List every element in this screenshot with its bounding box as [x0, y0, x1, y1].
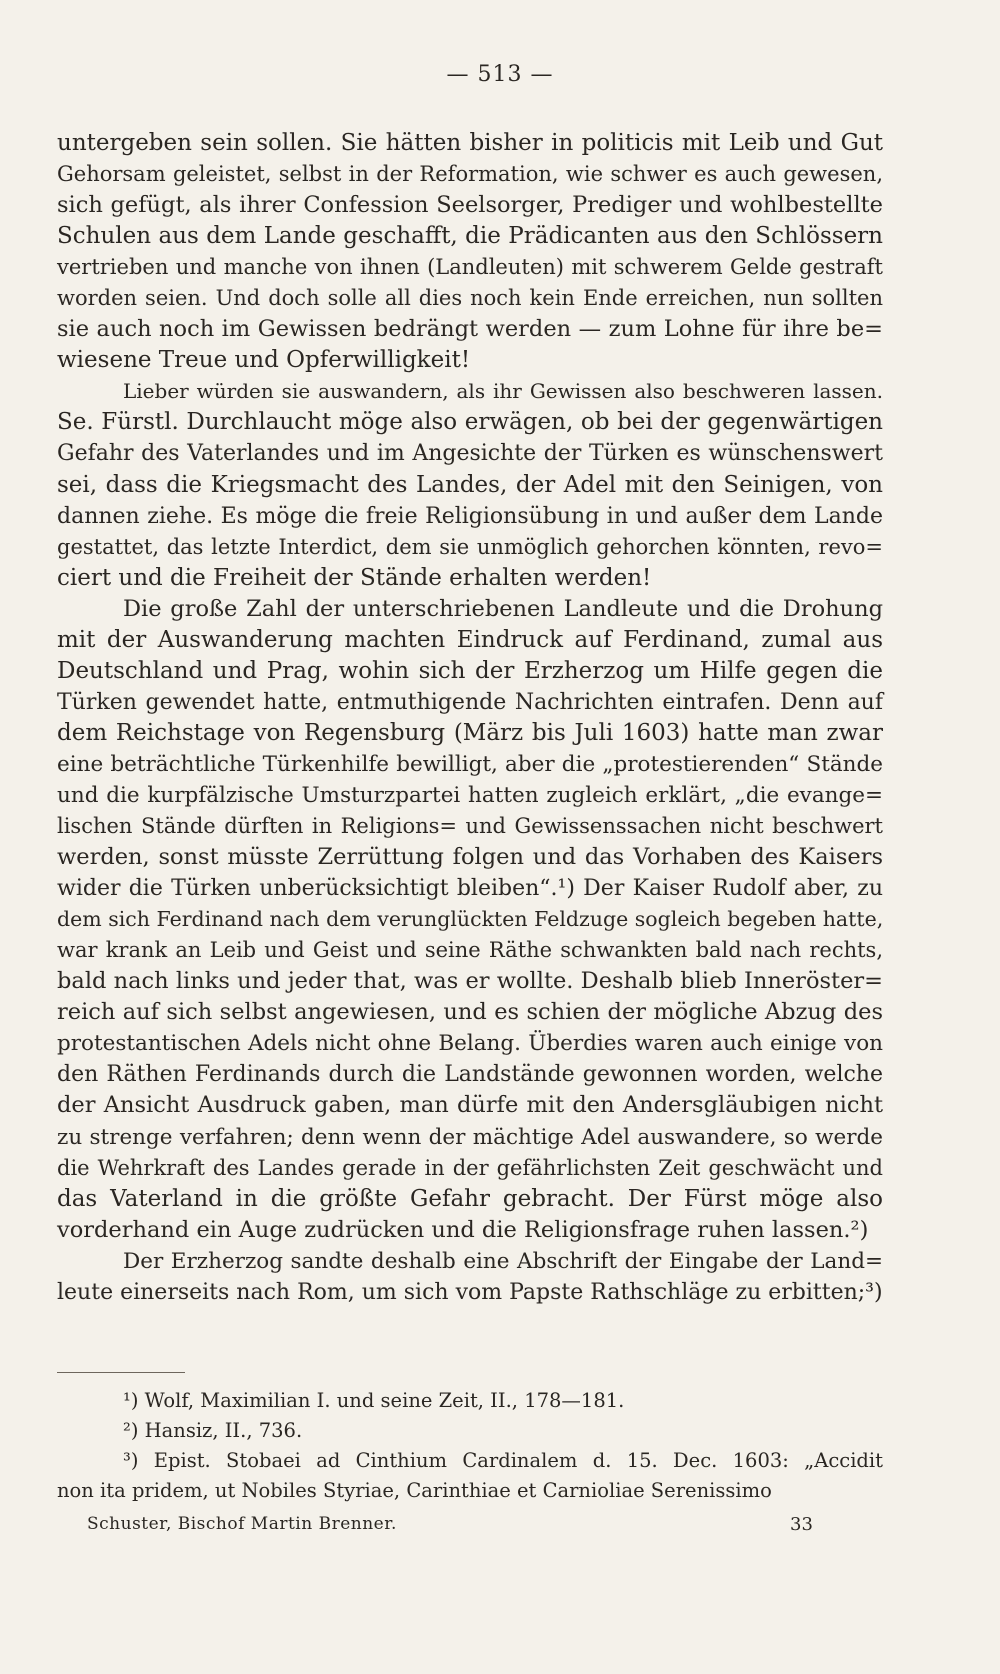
text-line: protestantischen Adels nicht ohne Belang. Überdies waren auch einige von — [57, 1031, 883, 1057]
text-line: die Wehrkraft des Landes gerade in der gefährlichsten Zeit geschwächt und — [57, 1155, 883, 1180]
text-line: Lieber würden sie auswandern, als ihr Gewissen also beschweren lassen. — [123, 379, 883, 404]
footnote-line: non ita pridem, ut Nobiles Styriae, Carinthiae et Carnioliae Serenissimo — [57, 1479, 772, 1502]
footnote-line: ²) Hansiz, II., 736. — [123, 1419, 303, 1442]
text-line: Die große Zahl der unterschriebenen Landleute und die Drohung — [123, 595, 883, 622]
text-line: Schulen aus dem Lande geschafft, die Prädicanten aus den Schlössern — [57, 223, 883, 250]
text-line: Gefahr des Vaterlandes und im Angesichte der Türken es wünschenswert — [57, 441, 883, 467]
signature-mark: Schuster, Bischof Martin Brenner. — [87, 1514, 397, 1534]
text-line: Türken gewendet hatte, entmuthigende Nachrichten eintrafen. Denn auf — [57, 689, 883, 715]
page-number: — 513 — — [446, 62, 554, 87]
text-line: lischen Stände dürften in Religions= und Gewissenssachen nicht beschwert — [57, 814, 883, 839]
text-line: werden, sonst müsste Zerrüttung folgen und das Vorhaben des Kaisers — [57, 844, 883, 871]
footnote-line: ³) Epist. Stobaei ad Cinthium Cardinalem d. 15. Dec. 1603: „Accidit — [123, 1449, 883, 1472]
text-line: sich gefügt, als ihrer Confession Seelsorger, Prediger und wohlbestellte — [57, 192, 883, 219]
body-text — [57, 128, 883, 1308]
text-line: wiesene Treue und Opferwilligkeit! — [57, 347, 471, 374]
text-line: mit der Auswanderung machten Eindruck auf Ferdinand, zumal aus — [57, 626, 883, 653]
text-line: vertrieben und manche von ihnen (Landleuten) mit schwerem Gelde gestraft — [57, 255, 883, 280]
footnotes — [57, 1386, 883, 1506]
text-line: bald nach links und jeder that, was er wollte. Deshalb blieb Inneröster= — [57, 968, 883, 995]
text-line: gestattet, das letzte Interdict, dem sie unmöglich gehorchen könnten, revo= — [57, 534, 883, 559]
text-line: sie auch noch im Gewissen bedrängt werden — zum Lohne für ihre be= — [57, 316, 883, 343]
text-line: Der Erzherzog sandte deshalb eine Abschrift der Eingabe der Land= — [123, 1248, 883, 1274]
text-line: und die kurpfälzische Umsturzpartei hatten zugleich erklärt, „die evange= — [57, 782, 883, 808]
sheet-number: 33 — [790, 1514, 813, 1535]
text-line: dannen ziehe. Es möge die freie Religionsübung in und außer dem Lande — [57, 503, 883, 529]
text-line: worden seien. Und doch solle all dies noch kein Ende erreichen, nun sollten — [57, 286, 883, 311]
text-line: dem sich Ferdinand nach dem verunglückten Feldzuge sogleich begeben hatte, — [57, 907, 884, 932]
text-line: der Ansicht Ausdruck gaben, man dürfe mit den Andersgläubigen nicht — [57, 1092, 883, 1119]
text-line: zu strenge verfahren; denn wenn der mächtige Adel auswandere, so werde — [57, 1124, 883, 1150]
text-line: Gehorsam geleistet, selbst in der Reformation, wie schwer es auch gewesen, — [57, 162, 883, 187]
text-line: Deutschland und Prag, wohin sich der Erzherzog um Hilfe gegen die — [57, 657, 883, 684]
text-line: sei, dass die Kriegsmacht des Landes, der Adel mit den Seinigen, von — [57, 471, 883, 498]
footnote-line: ¹) Wolf, Maximilian I. und seine Zeit, II., 178—181. — [123, 1389, 625, 1412]
text-line: leute einerseits nach Rom, um sich vom Papste Rathschläge zu erbitten;³) — [57, 1279, 883, 1305]
text-line: eine beträchtliche Türkenhilfe bewilligt, aber die „protestierenden“ Stände — [57, 751, 883, 777]
text-line: ciert und die Freiheit der Stände erhalten werden! — [57, 564, 652, 591]
text-line: wider die Türken unberücksichtigt bleiben“.¹) Der Kaiser Rudolf aber, zu — [57, 876, 883, 902]
page-footer — [57, 1514, 883, 1544]
text-line: war krank an Leib und Geist und seine Räthe schwankten bald nach rechts, — [57, 938, 883, 963]
text-line: das Vaterland in die größte Gefahr gebracht. Der Fürst möge also — [57, 1185, 883, 1212]
text-line: den Räthen Ferdinands durch die Landstände gewonnen worden, welche — [57, 1062, 883, 1088]
text-line: reich auf sich selbst angewiesen, und es schien der mögliche Abzug des — [57, 999, 883, 1026]
footnote-separator — [57, 1372, 185, 1373]
text-line: untergeben sein sollen. Sie hätten bisher in politicis mit Leib und Gut — [57, 130, 883, 156]
text-line: Se. Fürstl. Durchlaucht möge also erwägen, ob bei der gegenwärtigen — [57, 409, 883, 436]
text-line: vorderhand ein Auge zudrücken und die Religionsfrage ruhen lassen.²) — [57, 1216, 869, 1243]
text-line: dem Reichstage von Regensburg (März bis Juli 1603) hatte man zwar — [57, 719, 883, 746]
